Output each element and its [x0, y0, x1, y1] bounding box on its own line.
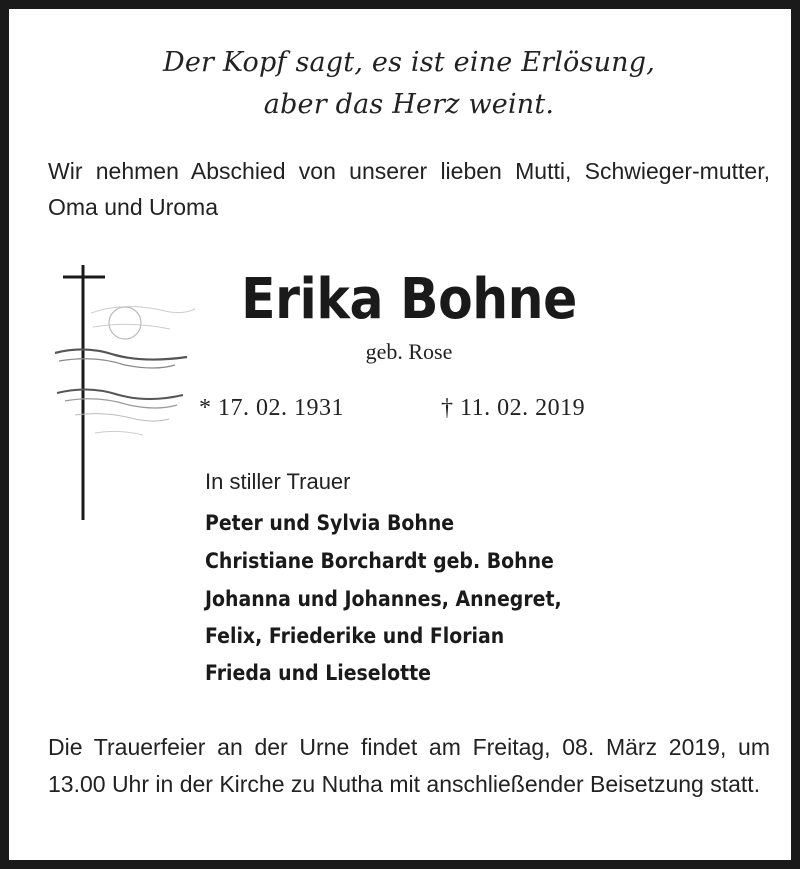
mourner-line: Johanna und Johannes, Annegret, — [205, 587, 562, 611]
birth-date: * 17. 02. 1931 — [199, 395, 344, 421]
mourner-line: Frieda und Lieselotte — [205, 661, 431, 685]
quote-line-1: Der Kopf sagt, es ist eine Erlösung, — [162, 47, 656, 78]
quote-line-2: aber das Herz weint. — [263, 89, 555, 120]
maiden-name: geb. Rose — [365, 339, 453, 364]
mourner-line: Peter und Sylvia Bohne — [205, 511, 455, 535]
deceased-name: Erika Bohne — [241, 267, 577, 332]
intro-text: Wir nehmen Abschied von unserer lieben Mutti, Schwieger-mutter, Oma und Uroma — [48, 158, 770, 220]
mourner-line: Felix, Friederike und Florian — [205, 624, 505, 648]
mourner-line: Christiane Borchardt geb. Bohne — [205, 549, 554, 573]
funeral-service-text: Die Trauerfeier an der Urne findet am Freitag, 08. März 2019, um 13.00 Uhr in der Kirche zu Nutha mit anschließender Beisetzung statt. — [48, 734, 770, 797]
death-date: † 11. 02. 2019 — [441, 395, 586, 421]
mourning-heading: In stiller Trauer — [205, 469, 351, 494]
